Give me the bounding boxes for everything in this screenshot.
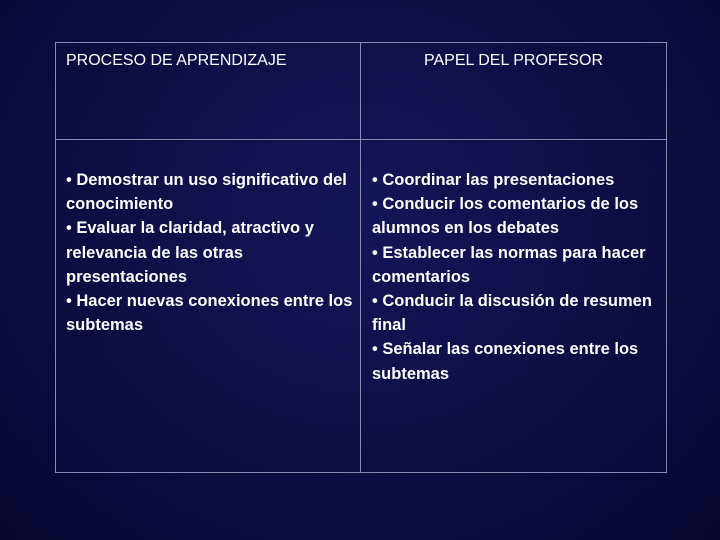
list-item: • Establecer las normas para hacer comentarios [372, 243, 646, 286]
header-teacher-role: PAPEL DEL PROFESOR [361, 43, 667, 140]
header-learning-process: PROCESO DE APRENDIZAJE [56, 43, 361, 140]
comparison-table [55, 42, 667, 473]
list-item: • Conducir la discusión de resumen final [372, 292, 652, 335]
list-item: • Evaluar la claridad, atractivo y relevancia de las otras presentaciones [66, 219, 314, 286]
list-item: • Hacer nuevas conexiones entre los subtemas [66, 292, 353, 335]
table-header-row [56, 43, 667, 140]
teacher-role-cell [361, 140, 667, 473]
list-item: • Coordinar las presentaciones [372, 171, 615, 189]
list-item: • Demostrar un uso significativo del conocimiento [66, 171, 347, 214]
table-body-row [56, 140, 667, 473]
list-item: • Conducir los comentarios de los alumnos en los debates [372, 195, 639, 238]
list-item: • Señalar las conexiones entre los subtemas [372, 340, 639, 383]
learning-process-cell [56, 140, 361, 473]
